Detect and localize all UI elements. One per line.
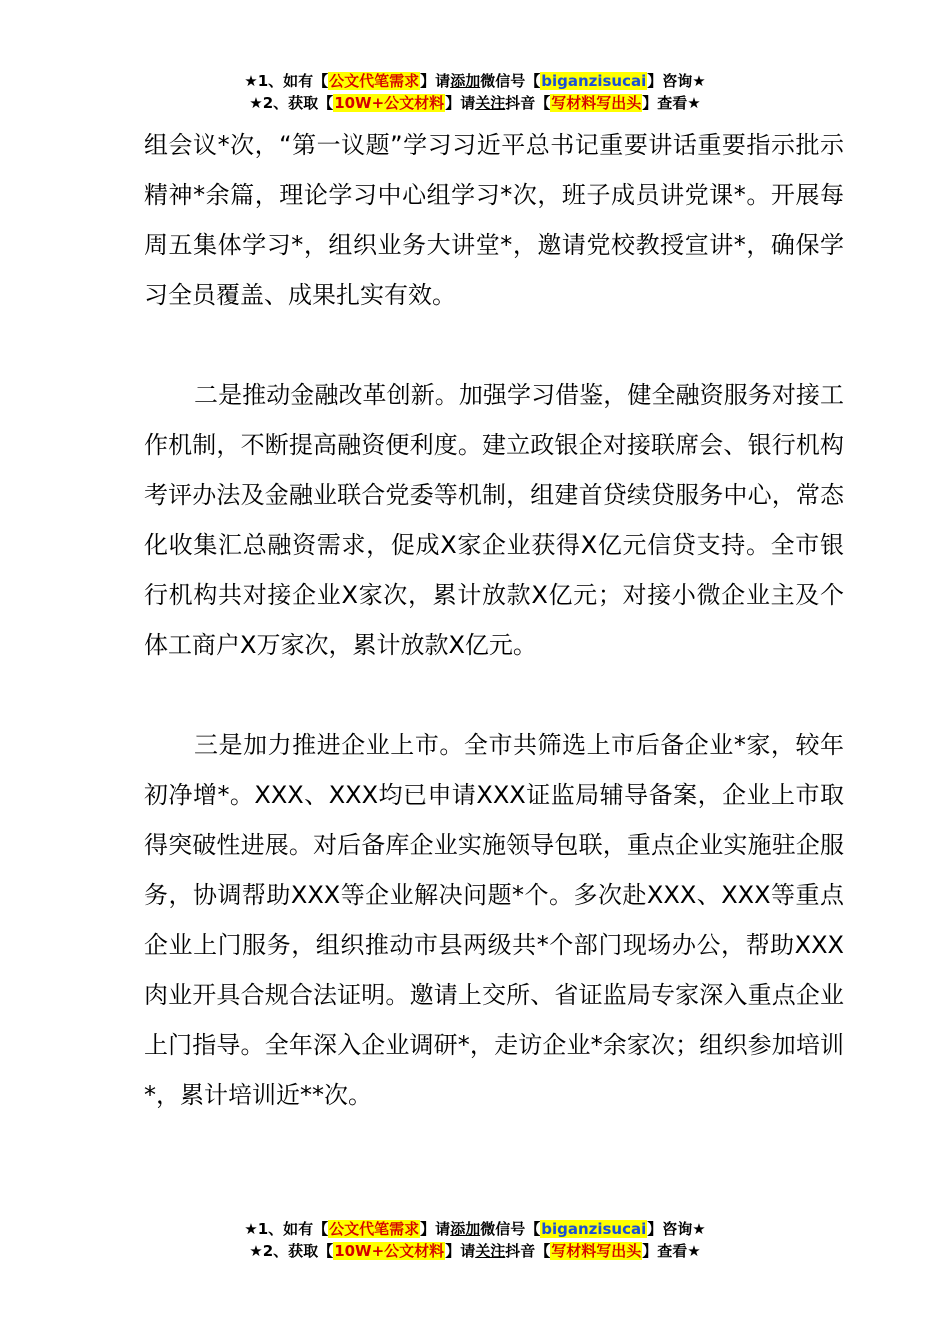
banner-text: ★2、获取【 [249,1242,334,1260]
banner-line-1 [0,70,950,92]
banner-underlined-text: 添加 [450,1220,481,1238]
banner-text: 】查看★ [642,94,701,112]
paragraph-finance-reform: 二是推动金融改革创新。加强学习借鉴，健全融资服务对接工作机制，不断提高融资便利度。建立政银企对接联席会、银行机构考评办法及金融业联合党委等机制，组建首贷续贷服务中心，常态化收集汇总融资需求，促成X家企业获得X亿元信贷支持。全市银行机构共对接企业X家次，累计放款X亿元；对接小微企业主及个体工商户X万家次，累计放款X亿元。 [144,381,844,659]
banner-underlined-text: 添加 [450,72,481,90]
document-body [144,120,844,1120]
paragraph-enterprise-listing: 三是加力推进企业上市。全市共筛选上市后备企业*家，较年初净增*。XXX、XXX均已申请XXX证监局辅导备案，企业上市取得突破性进展。对后备库企业实施领导包联，重点企业实施驻企服务，协调帮助XXX等企业解决问题*个。多次赴XXX、XXX等重点企业上门服务，组织推动市县两级共*个部门现场办公，帮助XXX肉业开具合规合法证明。邀请上交所、省证监局专家深入重点企业上门指导。全年深入企业调研*，走访企业*余家次；组织参加培训*，累计培训近**次。 [144,731,844,1109]
banner-line-2 [0,1240,950,1262]
banner-text: ★1、如有【 [244,72,329,90]
banner-text: 】查看★ [642,1242,701,1260]
banner-text: 抖音【 [505,94,551,112]
banner-text: ★1、如有【 [244,1220,329,1238]
banner-wechat-id: biganzisucai [541,72,647,90]
banner-text: 】请 [420,72,451,90]
banner-highlight: 10W+公文材料 [334,1242,445,1260]
banner-douyin-account: 写材料写出头 [551,1242,642,1260]
banner-text: 】请 [445,1242,476,1260]
banner-text: 】咨询★ [647,1220,706,1238]
banner-highlight: 公文代笔需求 [329,1220,420,1238]
banner-line-1 [0,1218,950,1240]
header-banner [0,70,950,114]
banner-highlight: 公文代笔需求 [329,72,420,90]
banner-underlined-text: 关注 [475,94,506,112]
paragraph-continued: 组会议*次，“第一议题”学习习近平总书记重要讲话重要指示批示精神*余篇，理论学习中心组学习*次，班子成员讲党课*。开展每周五集体学习*，组织业务大讲堂*，邀请党校教授宣讲*，确保学习全员覆盖、成果扎实有效。 [144,131,844,309]
banner-line-2 [0,92,950,114]
banner-text: ★2、获取【 [249,94,334,112]
footer-banner [0,1218,950,1262]
banner-text: 微信号【 [480,72,541,90]
banner-text: 】请 [445,94,476,112]
banner-underlined-text: 关注 [475,1242,506,1260]
banner-text: 】咨询★ [647,72,706,90]
banner-wechat-id: biganzisucai [541,1220,647,1238]
banner-text: 】请 [420,1220,451,1238]
banner-text: 微信号【 [480,1220,541,1238]
banner-text: 抖音【 [505,1242,551,1260]
banner-highlight: 10W+公文材料 [334,94,445,112]
banner-douyin-account: 写材料写出头 [551,94,642,112]
